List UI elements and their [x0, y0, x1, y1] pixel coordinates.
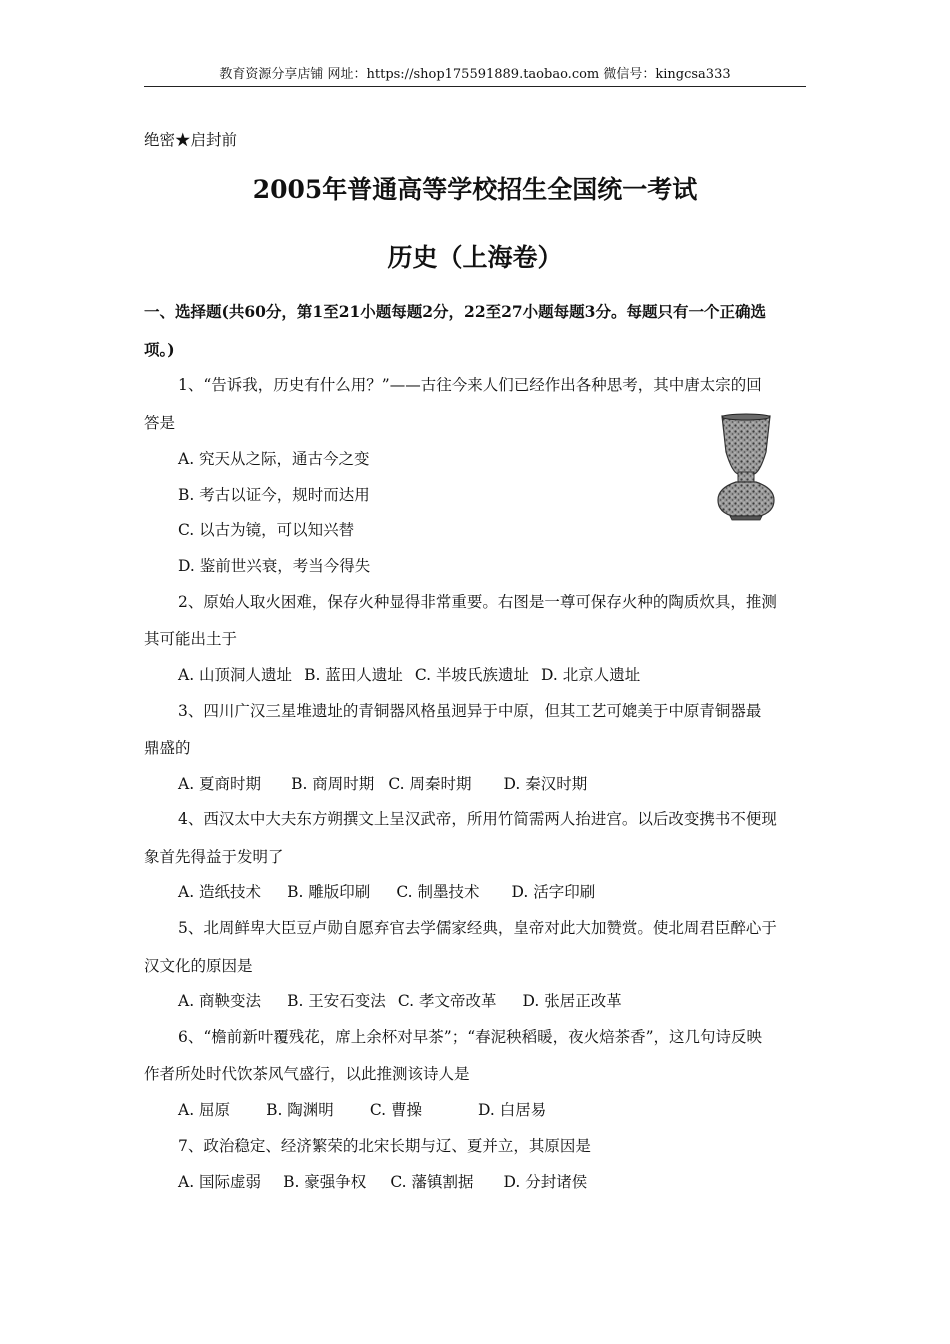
q5-option-b: B. 王安石变法 — [287, 992, 386, 1010]
q4-option-d: D. 活字印刷 — [511, 883, 596, 901]
q4-option-c: C. 制墨技术 — [396, 883, 480, 901]
exam-title: 2005年普通高等学校招生全国统一考试 — [252, 175, 698, 204]
q3-option-b: B. 商周时期 — [291, 775, 375, 793]
q2-option-c: C. 半坡氏族遗址 — [414, 666, 529, 684]
vessel-base — [730, 516, 762, 520]
q3-option-a: A. 夏商时期 — [178, 775, 262, 793]
q5-option-c: C. 孝文帝改革 — [397, 992, 497, 1010]
q5-option-d: D. 张居正改革 — [522, 992, 622, 1010]
q7-option-d: D. 分封诸侯 — [503, 1173, 588, 1191]
q1-option-c: C. 以古为镜，可以知兴替 — [178, 521, 355, 539]
q2-option-a: A. 山顶洞人遗址 — [178, 666, 293, 684]
q3-stem-line1: 3、四川广汉三星堆遗址的青铜器风格虽迥异于中原，但其工艺可媲美于中原青铜器最 — [178, 702, 762, 720]
q1-stem-line2: 答是 — [144, 414, 176, 432]
q5-option-a: A. 商鞅变法 — [178, 992, 262, 1010]
q5-stem-line1: 5、北周鲜卑大臣豆卢勋自愿弃官去学儒家经典，皇帝对此大加赞赏。使北周君臣醉心于 — [178, 919, 777, 937]
q1-option-d: D. 鉴前世兴衰，考当今得失 — [178, 557, 371, 575]
q3-option-d: D. 秦汉时期 — [503, 775, 588, 793]
q4-option-a: A. 造纸技术 — [178, 883, 262, 901]
q5-options — [178, 989, 622, 1011]
q6-stem-line2: 作者所处时代饮茶风气盛行，以此推测该诗人是 — [144, 1065, 470, 1083]
page-header: 教育资源分享店铺 网址：https://shop175591889.taobao.com 微信号：kingcsa333 — [144, 66, 806, 87]
q6-stem-line1: 6、“檐前新叶覆残花，席上余杯对早茶”；“春泥秧稻暖，夜火焙茶香”，这几句诗反映 — [178, 1028, 763, 1046]
q6-option-b: B. 陶渊明 — [266, 1101, 334, 1119]
vessel-rim — [722, 414, 770, 420]
exam-subtitle: 历史（上海卷） — [387, 243, 563, 272]
vessel-lower-body — [718, 482, 774, 516]
q4-stem-line2: 象首先得益于发明了 — [144, 848, 284, 866]
q7-options — [178, 1170, 587, 1192]
q7-option-a: A. 国际虚弱 — [178, 1173, 262, 1191]
section-heading-line1: 一、选择题(共60分，第1至21小题每题2分，22至27小题每题3分。每题只有一个正确选 — [144, 302, 766, 321]
q2-options — [178, 663, 640, 685]
q7-option-b: B. 豪强争权 — [283, 1173, 367, 1191]
q1-option-a: A. 究天从之际，通古今之变 — [178, 450, 370, 468]
vessel-upper-bowl — [722, 416, 770, 474]
confidential-label: 绝密★启封前 — [144, 131, 238, 149]
vessel-waist — [738, 472, 754, 482]
q2-option-b: B. 蓝田人遗址 — [304, 666, 403, 684]
q2-stem-line2: 其可能出土于 — [144, 630, 238, 648]
q7-option-c: C. 藩镇割据 — [390, 1173, 474, 1191]
q1-stem-line1: 1、“告诉我，历史有什么用？”——古往今来人们已经作出各种思考，其中唐太宗的回 — [178, 376, 762, 394]
q6-option-c: C. 曹操 — [369, 1101, 422, 1119]
q3-options — [178, 772, 587, 794]
q6-options — [178, 1098, 546, 1120]
q2-stem-line1: 2、原始人取火困难，保存火种显得非常重要。右图是一尊可保存火种的陶质炊具，推测 — [178, 593, 777, 611]
q7-stem: 7、政治稳定、经济繁荣的北宋长期与辽、夏并立，其原因是 — [178, 1137, 591, 1155]
pottery-vessel-image — [710, 412, 782, 522]
q6-option-d: D. 白居易 — [477, 1101, 547, 1119]
q3-option-c: C. 周秦时期 — [388, 775, 472, 793]
q4-option-b: B. 雕版印刷 — [287, 883, 371, 901]
q4-stem-line1: 4、西汉太中大夫东方朔撰文上呈汉武帝，所用竹简需两人抬进宫。以后改变携书不便现 — [178, 810, 777, 828]
q4-options — [178, 880, 595, 902]
q3-stem-line2: 鼎盛的 — [144, 739, 191, 757]
q6-option-a: A. 屈原 — [178, 1101, 231, 1119]
section-heading-line2: 项。) — [144, 340, 175, 359]
q2-option-d: D. 北京人遗址 — [540, 666, 641, 684]
q1-option-b: B. 考古以证今，规时而达用 — [178, 486, 370, 504]
q5-stem-line2: 汉文化的原因是 — [144, 957, 253, 975]
